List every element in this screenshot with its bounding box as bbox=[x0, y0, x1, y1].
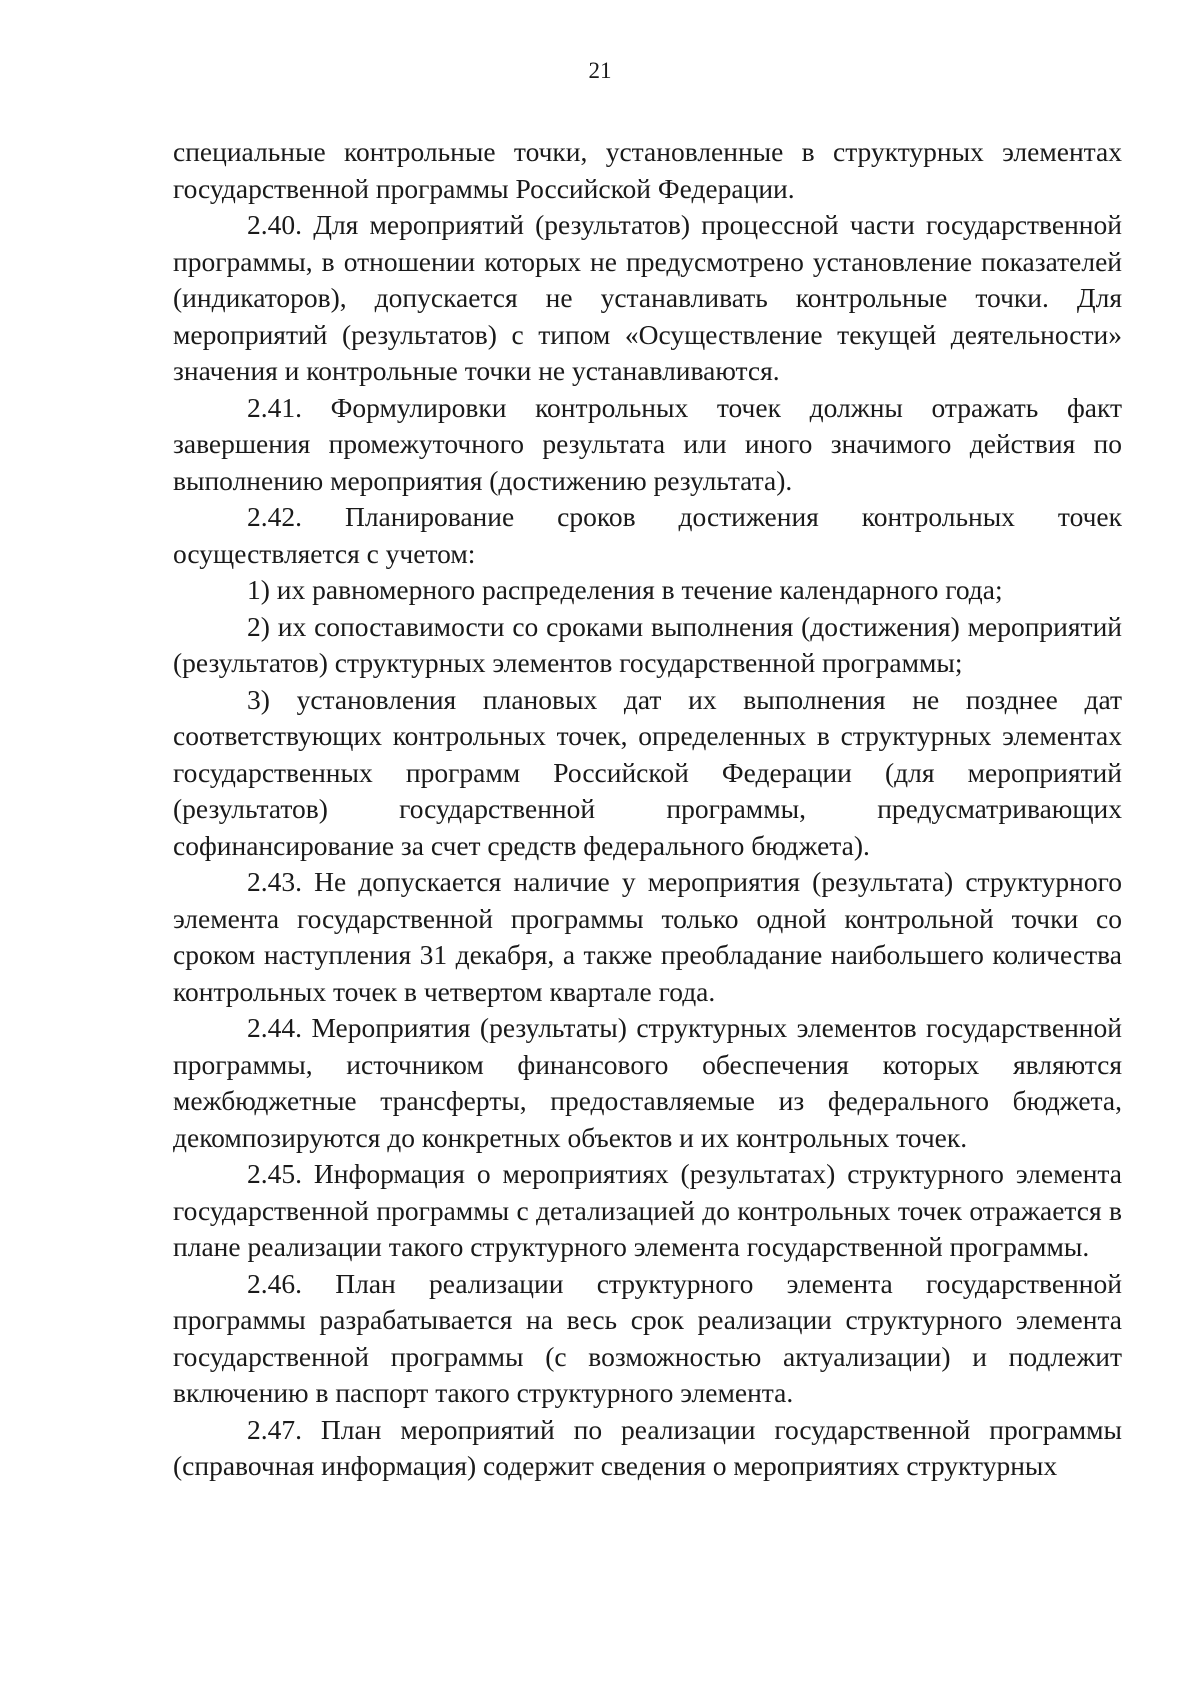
paragraph-2-41: 2.41. Формулировки контрольных точек должны отражать факт завершения промежуточного результата или иного значимого действия по выполнению мероприятия (достижению результата). bbox=[173, 391, 1122, 496]
paragraph-2-43: 2.43. Не допускается наличие у мероприятия (результата) структурного элемента государственной программы только одной контрольной точки со сроком наступления 31 декабря, а также преобладание наибольшего количества контрольных точек в четвертом квартале года. bbox=[173, 866, 1122, 1007]
document-body bbox=[173, 134, 1122, 1485]
list-item-3: 3) установления плановых дат их выполнения не позднее дат соответствующих контрольных точек, определенных в структурных элементах государственных программ Российской Федерации (для мероприятий (результатов) государственной программы, предусматривающих софинансирование за счет средств федерального бюджета). bbox=[173, 683, 1122, 861]
paragraph-2-42: 2.42. Планирование сроков достижения контрольных точек осуществляется с учетом: bbox=[173, 501, 1122, 569]
list-item-1: 1) их равномерного распределения в течение календарного года; bbox=[247, 574, 1003, 605]
paragraph-2-40: 2.40. Для мероприятий (результатов) процессной части государственной программы, в отношении которых не предусмотрено установление показателей (индикаторов), допускается не устанавливать контрольные точки. Для мероприятий (результатов) с типом «Осуществление текущей деятельности» значения и контрольные точки не устанавливаются. bbox=[173, 209, 1122, 386]
paragraph-2-45: 2.45. Информация о мероприятиях (результатах) структурного элемента государственной программы с детализацией до контрольных точек отражается в плане реализации такого структурного элемента государственной программы. bbox=[173, 1158, 1122, 1262]
paragraph-2-47: 2.47. План мероприятий по реализации государственной программы (справочная информация) содержит сведения о мероприятиях структурных bbox=[173, 1413, 1122, 1481]
paragraph-2-44: 2.44. Мероприятия (результаты) структурных элементов государственной программы, источником финансового обеспечения которых являются межбюджетные трансферты, предоставляемые из федерального бюджета, декомпозируются до конкретных объектов и их контрольных точек. bbox=[173, 1012, 1122, 1153]
paragraph-2-46: 2.46. План реализации структурного элемента государственной программы разрабатывается на весь срок реализации структурного элемента государственной программы (с возможностью актуализации) и подлежит включению в паспорт такого структурного элемента. bbox=[173, 1267, 1122, 1408]
list-item-2: 2) их сопоставимости со сроками выполнения (достижения) мероприятий (результатов) структурных элементов государственной программы; bbox=[173, 610, 1122, 678]
page-number: 21 bbox=[588, 58, 612, 83]
paragraph-continuation: специальные контрольные точки, установленные в структурных элементах государственной программы Российской Федерации. bbox=[173, 136, 1122, 204]
